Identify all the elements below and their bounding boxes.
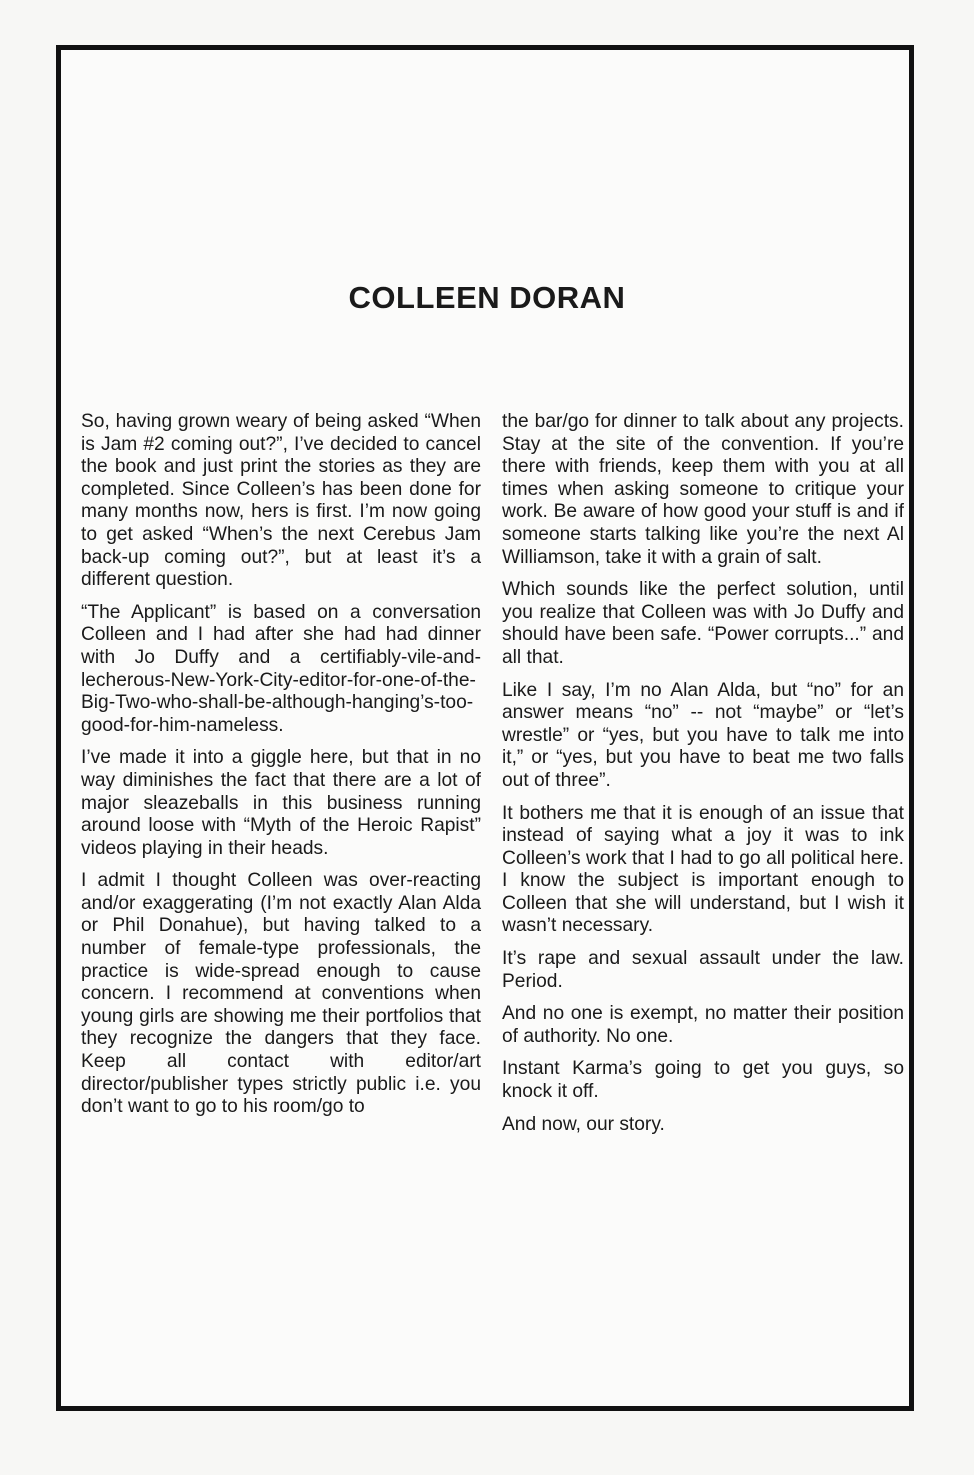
paragraph: I admit I thought Colleen was over-reacting and/or exaggerating (I’m not exactly Alan Alda or Phil Donahue), but having talked to a number of female-type professionals, the practice is wide-spread enough to cause concern. I recommend at conventions when young girls are showing me their portfolios that they recognize the dangers that they face. Keep all contact with editor/art director/publisher types strictly public i.e. you don’t want to go to his room/go to (81, 870, 481, 1118)
paragraph: So, having grown weary of being asked “When is Jam #2 coming out?”, I’ve decided to cancel the book and just print the stories as they are completed. Since Colleen’s has been done for many months now, hers is first. I’m now going to get asked “When’s the next Cerebus Jam back-up coming out?”, but at least it’s a different question. (81, 411, 481, 591)
paragraph: And now, our story. (502, 1113, 665, 1135)
text-column-left (81, 411, 481, 1129)
paragraph: Instant Karma’s going to get you guys, so knock it off. (502, 1058, 904, 1103)
paragraph: It’s rape and sexual assault under the law. Period. (502, 948, 904, 992)
page-title: COLLEEN DORAN (348, 280, 626, 315)
paragraph: “The Applicant” is based on a conversation Colleen and I had after she had had dinner with Jo Duffy and a certifiably-vile-and-lecherous-New-York-City-editor-for-one-of-the-Big-Two-who-shall-be-although-hanging’s-too-good-for-him-nameless. (81, 601, 481, 736)
paragraph: Which sounds like the perfect solution, until you realize that Colleen was with Jo Duffy and should have been safe. “Power corrupts...” and all that. (502, 579, 904, 668)
paragraph: It bothers me that it is enough of an issue that instead of saying what a joy it was to ink Colleen’s work that I had to go all political here. I know the subject is important enough to Colleen that she will understand, but I wish it wasn’t necessary. (502, 802, 904, 937)
paragraph: I’ve made it into a giggle here, but that in no way diminishes the fact that there are a lot of major sleazeballs in this business running around loose with “Myth of the Heroic Rapist” videos playing in their heads. (81, 747, 481, 859)
paragraph: And no one is exempt, no matter their position of authority. No one. (502, 1003, 904, 1047)
paragraph: the bar/go for dinner to talk about any projects. Stay at the site of the convention. If you’re there with friends, keep them with you at all times when asking someone to critique your work. Be aware of how good your stuff is and if someone starts talking like you’re the next Al Williamson, take it with a grain of salt. (502, 411, 904, 568)
paragraph: Like I say, I’m no Alan Alda, but “no” for an answer means “no” -- not “maybe” or “let’s wrestle” or “yes, but you have to talk me into it,” or “yes, but you have to beat me two falls out of three”. (502, 679, 904, 791)
text-column-right (502, 411, 904, 1146)
